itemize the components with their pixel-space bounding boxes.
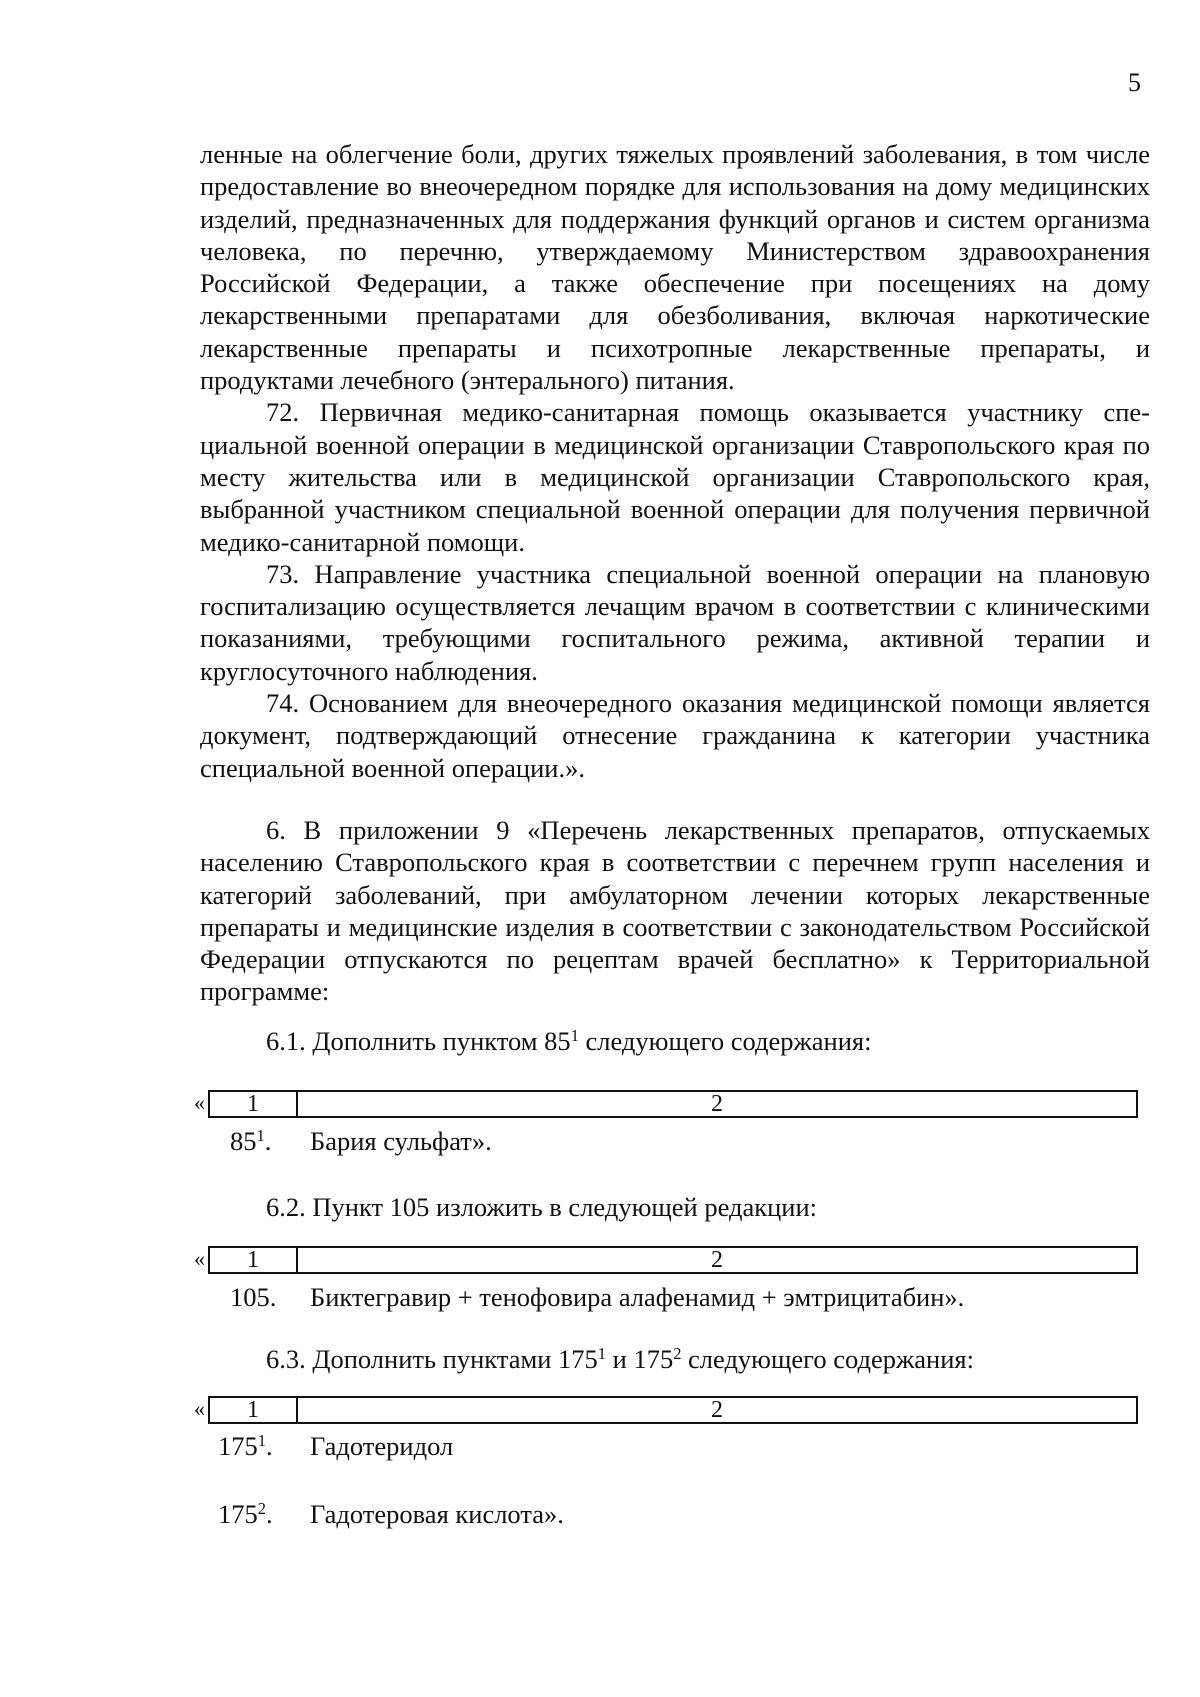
paragraph-73: 73. Направление участника специальной военной операции на плановую госпитализацию осуществляется лечащим врачом в соответствии с клиническими показаниями, требующими госпитального режима, активной терапии и круглосуточного наблюдения. xyxy=(200,558,1150,686)
row-number: 105. xyxy=(230,1282,277,1312)
column-1-header: 1 xyxy=(210,1092,298,1116)
column-1-header: 1 xyxy=(210,1248,298,1272)
column-1-header: 1 xyxy=(210,1398,298,1422)
row-number: $85^1$. xyxy=(230,1125,272,1156)
table-header xyxy=(208,1090,1138,1118)
document-body xyxy=(200,138,1150,1008)
row-text: Биктегравир + тенофовира алафенамид + эмтрицитабин». xyxy=(310,1282,965,1312)
quote-open: « xyxy=(194,1246,205,1271)
paragraph-72: 72. Первичная медико-санитарная помощь оказывается участнику специальной военной операции в медицинской организации Ставропольского края по месту жительства или в медицинской организации Ставропольского края, выбранной участником специальной военной операции для получения первичной медико-санитарной помощи. xyxy=(200,397,1150,557)
column-2-header: 2 xyxy=(711,1247,723,1273)
column-2-header: 2 xyxy=(711,1397,723,1423)
row-text: Гадотеридол xyxy=(310,1431,454,1461)
table-header xyxy=(208,1396,1138,1424)
amendment-intro: 6.3. Дополнить пунктами $175^1$ и $175^2$ следующего содержания: xyxy=(266,1343,974,1374)
column-2-header: 2 xyxy=(711,1091,723,1117)
amendment-intro: 6.1. Дополнить пунктом $85^1$ следующего содержания: xyxy=(266,1025,872,1056)
paragraph-74: 74. Основанием для внеочередного оказания медицинской помощи является документ, подтверждающий отнесение гражданина к категории участника специальной военной операции.». xyxy=(200,688,1150,783)
row-text: Бария сульфат». xyxy=(310,1126,492,1156)
quote-open: « xyxy=(194,1090,205,1115)
paragraph-continuation: ленные на облегчение боли, других тяжелых проявлений заболевания, в том числе предоставление во внеочередном порядке для использования на дому медицинских изделий, предназначенных для поддержания функций органов и систем организма человека, по перечню, утверждаемому Министерством здравоохранения Российской Федерации, а также обеспечение при посещениях на дому лекарственными препаратами для обезболивания, включая наркотические лекарственные препараты и психотропные лекарственные препараты, и продуктами лечебного (энтерального) питания. xyxy=(200,139,1150,396)
row-number: $175^1$. xyxy=(218,1430,273,1461)
row-text: Гадотеровая кислота». xyxy=(310,1499,564,1529)
quote-open: « xyxy=(194,1396,205,1421)
paragraph-6: 6. В приложении 9 «Перечень лекарственных препаратов, отпускаемых населению Ставропольского края в соответствии с перечнем групп населения и категорий заболеваний, при амбулаторном лечении которых лекарственные препараты и медицинские изделия в соответствии с законодательством Российской Федерации отпускаются по рецептам врачей бесплатно» к Территориальной программе: xyxy=(200,814,1150,1007)
page-number: 5 xyxy=(1128,68,1141,97)
table-header xyxy=(208,1246,1138,1274)
row-number: $175^2$. xyxy=(218,1498,273,1529)
amendment-intro: 6.2. Пункт 105 изложить в следующей редакции: xyxy=(266,1192,818,1222)
